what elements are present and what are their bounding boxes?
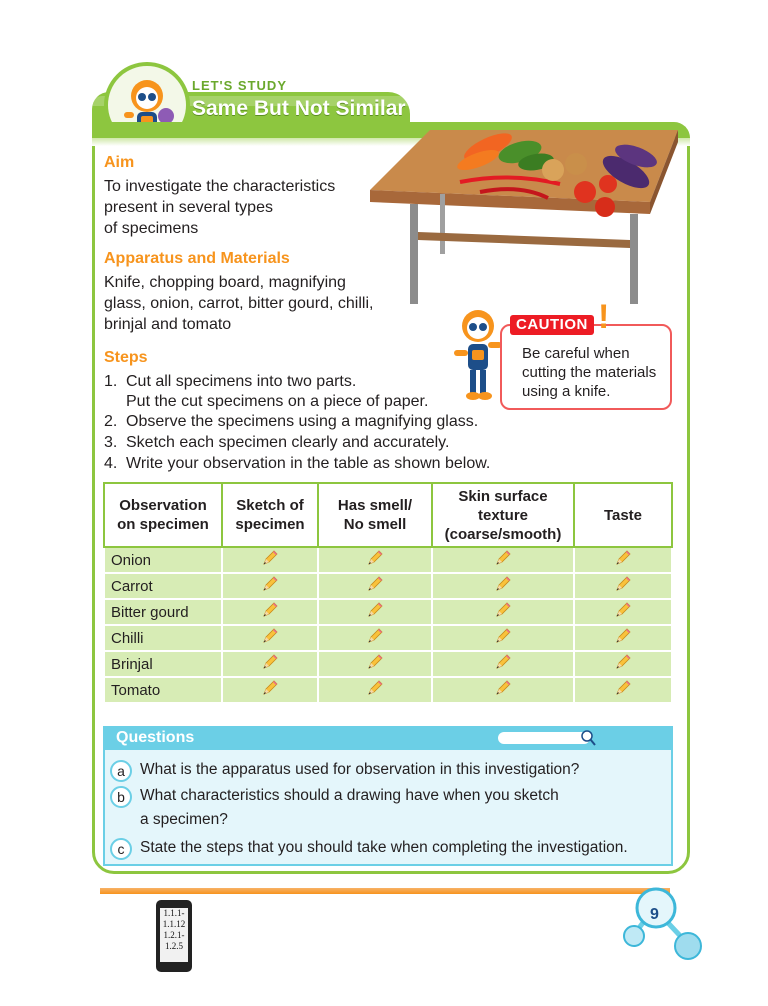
apparatus-line: Knife, chopping board, magnifying [104,274,346,291]
caution-line: Be careful when [522,345,630,362]
caution-text [522,344,668,401]
step-item [104,433,449,453]
question-line: State the steps that you should take when completing the investigation. [140,839,628,856]
caution-line: using a knife. [522,383,611,400]
robot-mascot-icon [450,306,506,402]
table-row [104,599,672,625]
observation-cell[interactable] [432,599,574,625]
question-a-badge: a [110,760,132,782]
step-text: Write your observation in the table as shown below. [126,455,491,472]
observation-cell[interactable] [318,651,432,677]
specimen-name: Brinjal [104,651,222,677]
molecule-page-badge-icon [618,886,718,966]
step-text: Observe the specimens using a magnifying glass. [126,413,479,430]
pencil-icon [366,549,384,567]
observation-table [103,482,673,704]
observation-cell[interactable] [318,573,432,599]
step-number: 3. [104,434,118,451]
lesson-title: Same But Not Similar [192,97,406,120]
step-text: Sketch each specimen clearly and accurately. [126,434,450,451]
question-b-text [140,786,559,830]
pencil-icon [614,575,632,593]
pencil-icon [366,601,384,619]
questions-search-bar [498,732,590,744]
observation-cell[interactable] [574,651,672,677]
step-number: 1. [104,373,118,390]
observation-cell[interactable] [574,547,672,573]
caution-exclamation-icon: ! [598,298,610,336]
column-header: Sketch of specimen [222,483,318,547]
observation-cell[interactable] [432,651,574,677]
table-row [104,677,672,703]
question-c-badge: c [110,838,132,860]
pencil-icon [614,549,632,567]
observation-cell[interactable] [318,599,432,625]
step-item [104,392,428,412]
standard-code: 1.2.1- [163,930,185,940]
apparatus-heading: Apparatus and Materials [104,250,290,267]
steps-heading: Steps [104,349,148,366]
table-row [104,547,672,573]
observation-cell[interactable] [318,547,432,573]
specimen-name: Tomato [104,677,222,703]
observation-cell[interactable] [222,625,318,651]
pencil-icon [494,679,512,697]
lesson-kicker: LET'S STUDY [192,78,287,93]
pencil-icon [261,549,279,567]
pencil-icon [494,653,512,671]
specimen-name: Carrot [104,573,222,599]
step-item [104,372,356,392]
observation-cell[interactable] [222,573,318,599]
page-number: 9 [650,906,659,923]
observation-cell[interactable] [318,625,432,651]
pencil-icon [366,575,384,593]
observation-cell[interactable] [222,651,318,677]
specimen-name: Bitter gourd [104,599,222,625]
standards-reference [160,908,188,962]
step-text: Cut all specimens into two parts. [126,373,357,390]
pencil-icon [366,627,384,645]
aim-line: present in several types [104,199,273,216]
pencil-icon [614,679,632,697]
aim-heading: Aim [104,154,135,171]
column-header: Has smell/ No smell [318,483,432,547]
observation-cell[interactable] [432,625,574,651]
standard-code: 1.2.5 [165,941,183,951]
aim-text [104,176,335,239]
step-number: 2. [104,413,118,430]
specimen-name: Onion [104,547,222,573]
question-c-text [140,838,628,858]
standard-code: 1.1.1- [163,908,185,918]
pencil-icon [494,601,512,619]
observation-cell[interactable] [318,677,432,703]
pencil-icon [494,549,512,567]
aim-line: To investigate the characteristics [104,178,336,195]
observation-cell[interactable] [432,547,574,573]
caution-line: cutting the materials [522,364,657,381]
table-row [104,573,672,599]
question-line: What is the apparatus used for observation in this investigation? [140,761,580,778]
footer-rule [100,888,670,894]
observation-cell[interactable] [574,625,672,651]
magnifier-icon [580,728,598,748]
apparatus-text [104,272,373,335]
step-item [104,454,490,474]
specimen-name: Chilli [104,625,222,651]
pencil-icon [366,679,384,697]
observation-cell[interactable] [222,547,318,573]
apparatus-line: glass, onion, carrot, bitter gourd, chilli, [104,295,374,312]
column-header: Skin surface texture (coarse/smooth) [432,483,574,547]
column-header: Taste [574,483,672,547]
step-item [104,412,478,432]
aim-line: of specimens [104,220,199,237]
step-text: Put the cut specimens on a piece of paper. [126,393,429,410]
pencil-icon [261,601,279,619]
questions-title: Questions [116,729,195,746]
caution-label: CAUTION [510,315,594,335]
question-a-text [140,760,579,780]
step-number: 4. [104,455,118,472]
pencil-icon [261,627,279,645]
observation-cell[interactable] [432,573,574,599]
apparatus-line: brinjal and tomato [104,316,232,333]
observation-cell[interactable] [432,677,574,703]
pencil-icon [614,601,632,619]
column-header: Observation on specimen [104,483,222,547]
observation-cell[interactable] [222,599,318,625]
pencil-icon [261,575,279,593]
table-row [104,651,672,677]
standard-code: 1.1.12 [162,919,186,929]
question-line: What characteristics should a drawing have when you sketch [140,787,559,804]
pencil-icon [614,653,632,671]
table-header-row [104,483,672,547]
pencil-icon [494,627,512,645]
question-b-badge: b [110,786,132,808]
observation-cell[interactable] [574,573,672,599]
question-line: a specimen? [140,811,228,828]
pencil-icon [261,679,279,697]
pencil-icon [494,575,512,593]
pencil-icon [366,653,384,671]
observation-cell[interactable] [222,677,318,703]
table-vegetables-illustration [360,112,682,312]
observation-cell[interactable] [574,677,672,703]
pencil-icon [261,653,279,671]
observation-cell[interactable] [574,599,672,625]
table-row [104,625,672,651]
pencil-icon [614,627,632,645]
